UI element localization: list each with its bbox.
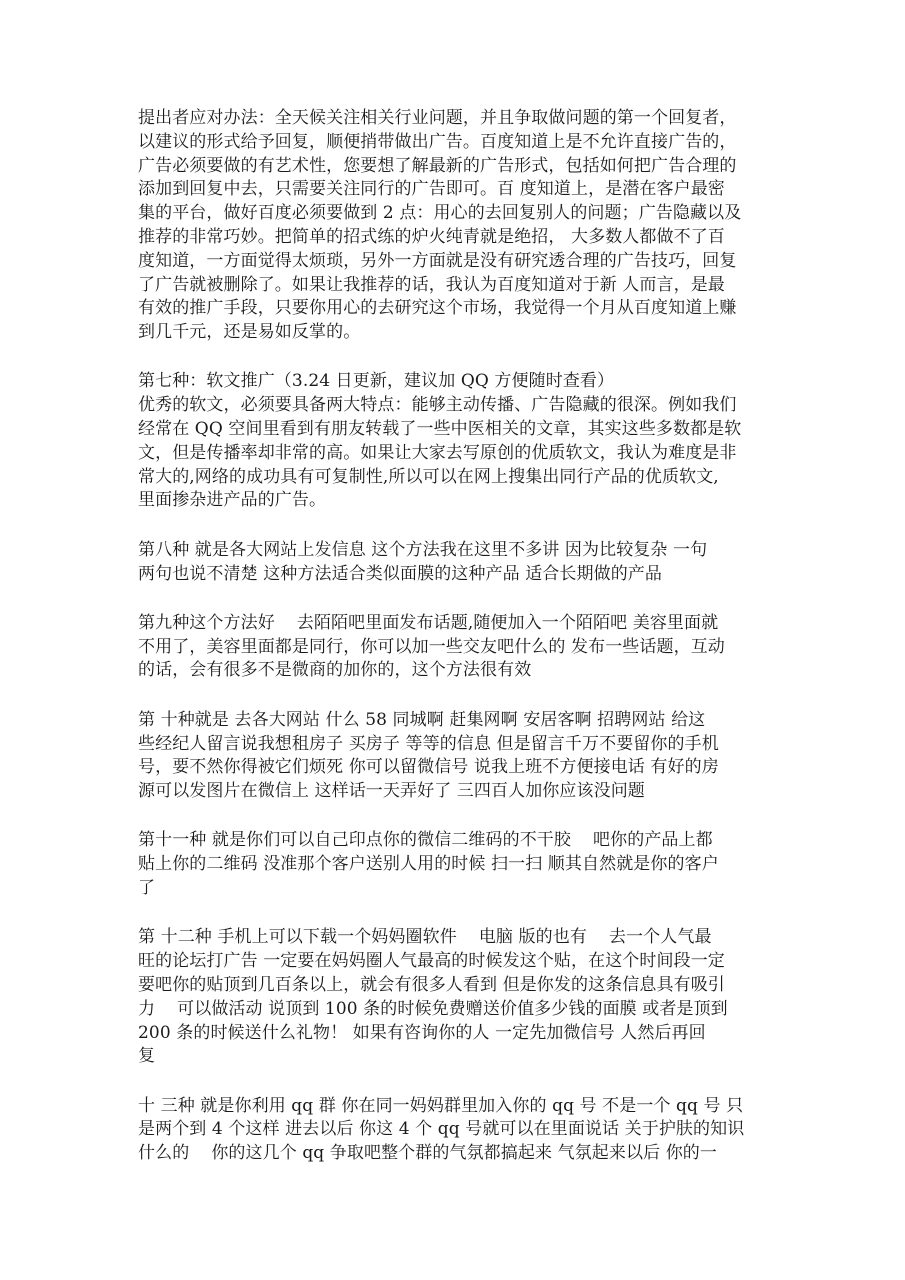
paragraph [138,539,778,587]
text-line: 要吧你的贴顶到几百条以上，就会有很多人看到 但是你发的这条信息具有吸引 [138,974,725,995]
text-line: 源可以发图片在微信上 这样话一天弄好了 三四百人加你应该没问题 [138,781,645,802]
text-line: 了广告就被删除了。如果让我推荐的话，我认为百度知道对于新 人而言，是最 [138,274,725,295]
text-line: 些经纪人留言说我想租房子 买房子 等等的信息 但是留言千万不要留你的手机 [138,733,719,754]
text-line: 是两个到 4 个这样 进去以后 你这 4 个 qq 号就可以在里面说话 关于护肤的知识 [138,1119,745,1140]
text-line: 的话，会有很多不是微商的加你的，这个方法很有效 [138,660,532,681]
text-line: 第八种 就是各大网站上发信息 这个方法我在这里不多讲 因为比较复杂 一句 [138,539,708,560]
paragraph [138,107,778,345]
text-line: 推荐的非常巧妙。把简单的招式练的炉火纯青就是绝招， 大多数人都做不了百 [138,226,725,247]
text-line: 有效的推广手段，只要你用心的去研究这个市场，我觉得一个月从百度知道上赚 [138,298,737,319]
text-line: 复 [138,1046,156,1067]
text-line: 第九种这个方法好 去陌陌吧里面发布话题,随便加入一个陌陌吧 美容里面就 [138,612,719,633]
text-line: 常大的,网络的成功具有可复制性,所以可以在网上搜集出同行产品的优质软文, [138,466,719,487]
text-line: 号，要不然你得被它们烦死 你可以留微信号 说我上班不方便接电话 有好的房 [138,757,719,778]
text-line: 到几千元，还是易如反掌的。 [138,322,361,343]
text-line: 以建议的形式给予回复，顺便捎带做出广告。百度知道上是不允许直接广告的， [138,131,737,152]
text-line: 广告必须要做的有艺术性，您要想了解最新的广告形式，包括如何把广告合理的 [138,155,737,176]
text-line: 提出者应对办法：全天候关注相关行业问题，并且争取做问题的第一个回复者， [138,108,737,128]
text-line: 不用了，美容里面都是同行，你可以加一些交友吧什么的 发布一些话题，互动 [138,636,725,657]
paragraph [138,612,778,683]
paragraph [138,1095,778,1166]
text-line: 第 十种就是 去各大网站 什么 58 同城啊 赶集网啊 安居客啊 招聘网站 给这 [138,709,706,730]
text-line: 了 [138,878,156,899]
paragraph [138,370,778,513]
text-line: 力 可以做活动 说顶到 100 条的时候免费赠送价值多少钱的面膜 或者是顶到 [138,998,728,1019]
text-line: 第十一种 就是你们可以自己印点你的微信二维码的不干胶 吧你的产品上都 [138,830,713,851]
text-line: 200 条的时候送什么礼物！ 如果有咨询你的人 一定先加微信号 人然后再回 [138,1022,706,1043]
text-line: 文，但是传播率却非常的高。如果让大家去写原创的优质软文，我认为难度是非 [138,442,737,463]
paragraph [138,829,778,900]
text-line: 旺的论坛打广告 一定要在妈妈圈人气最高的时候发这个贴，在这个时间段一定 [138,951,725,972]
text-line: 贴上你的二维码 没准那个客户送别人用的时候 扫一扫 顺其自然就是你的客户 [138,854,719,875]
text-line: 第七种：软文推广（3.24 日更新，建议加 QQ 方便随时查看） [138,371,615,392]
paragraph [138,709,778,804]
paragraph [138,926,778,1069]
text-line: 添加到回复中去，只需要关注同行的广告即可。百 度知道上，是潜在客户最密 [138,179,725,200]
document-page [138,107,778,1191]
text-line: 集的平台，做好百度必须要做到 2 点：用心的去回复别人的问题；广告隐藏以及 [138,203,742,224]
text-line: 第 十二种 手机上可以下载一个妈妈圈软件 电脑 版的也有 去一个人气最 [138,927,712,948]
text-line: 里面掺杂进产品的广告。 [138,490,327,511]
text-line: 十 三种 就是你利用 qq 群 你在同一妈妈群里加入你的 qq 号 不是一个 qq 号 只 [138,1095,744,1116]
text-line: 两句也说不清楚 这种方法适合类似面膜的这种产品 适合长期做的产品 [138,563,663,584]
text-line: 度知道，一方面觉得太烦琐，另外一方面就是没有研究透合理的广告技巧，回复 [138,250,737,271]
text-line: 经常在 QQ 空间里看到有朋友转载了一些中医相关的文章，其实这些多数都是软 [138,419,742,440]
text-line: 什么的 你的这几个 qq 争取吧整个群的气氛都搞起来 气氛起来以后 你的一 [138,1143,717,1164]
text-line: 优秀的软文，必须要具备两大特点：能够主动传播、广告隐藏的很深。例如我们 [138,395,737,416]
